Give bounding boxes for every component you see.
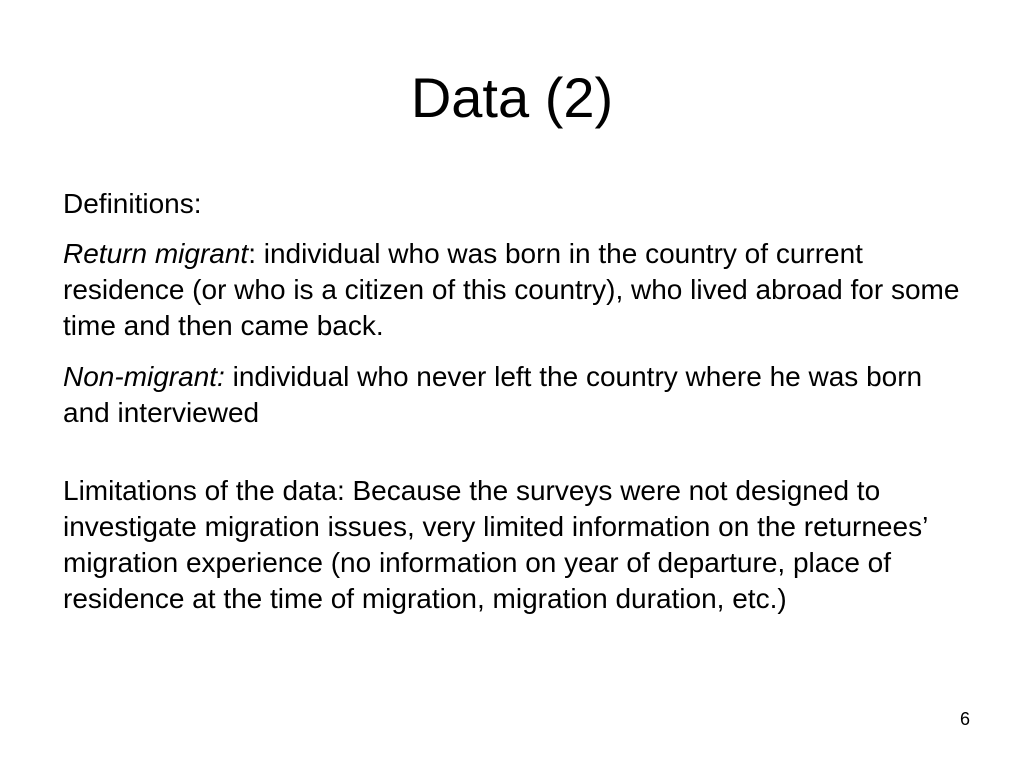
return-migrant-term: Return migrant: [63, 238, 249, 269]
slide-body: [63, 186, 973, 617]
page-number: 6: [959, 709, 970, 729]
non-migrant-definition: [63, 359, 973, 431]
non-migrant-text: individual who never left the country where he was born and interviewed: [63, 361, 923, 428]
slide-title: Data (2): [410, 66, 614, 129]
return-migrant-separator: :: [248, 238, 256, 269]
limitations-paragraph: Limitations of the data: Because the surveys were not designed to investigate migration issues, very limited information on the returnees’ migration experience (no information on year of departure, place of residence at the time of migration, migration duration, etc.): [63, 475, 928, 614]
definitions-heading: Definitions:: [63, 188, 202, 219]
return-migrant-text: individual who was born in the country of current residence (or who is a citizen of this country), who lived abroad for some time and then came back.: [63, 238, 960, 341]
return-migrant-definition: [63, 236, 973, 344]
non-migrant-term: Non-migrant:: [63, 361, 225, 392]
